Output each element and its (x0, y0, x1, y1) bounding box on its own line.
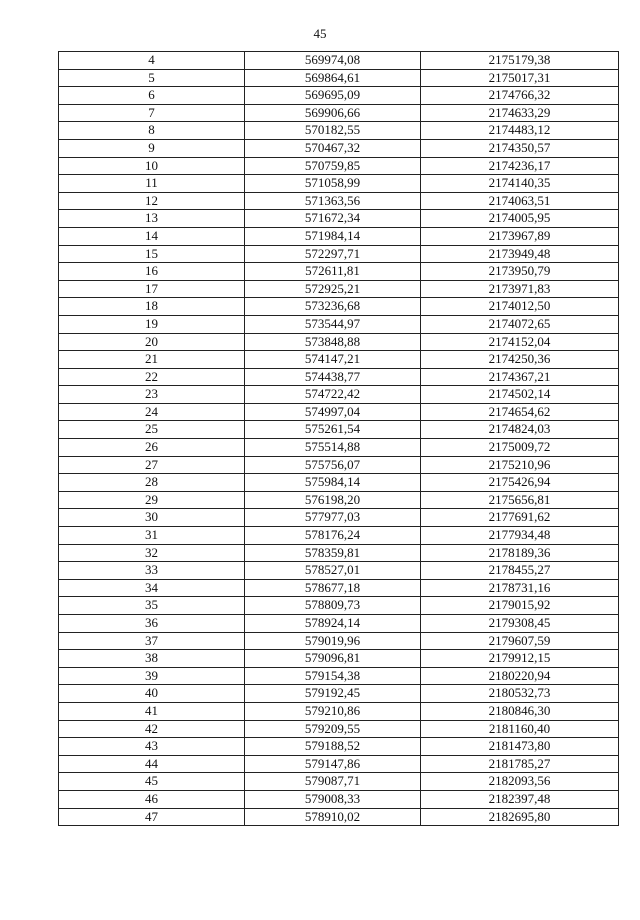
table-row (59, 456, 619, 474)
x-coordinate-cell: 572297,71 (245, 245, 421, 263)
point-number-cell: 21 (59, 351, 245, 369)
table-row (59, 685, 619, 703)
x-coordinate-cell: 578677,18 (245, 579, 421, 597)
point-number-cell: 27 (59, 456, 245, 474)
point-number-cell: 19 (59, 315, 245, 333)
x-coordinate-cell: 573236,68 (245, 298, 421, 316)
table-row (59, 544, 619, 562)
point-number-cell: 5 (59, 69, 245, 87)
table-row (59, 702, 619, 720)
point-number-cell: 17 (59, 280, 245, 298)
table-row (59, 122, 619, 140)
point-number-cell: 24 (59, 403, 245, 421)
table-row (59, 386, 619, 404)
table-row (59, 597, 619, 615)
y-coordinate-cell: 2179607,59 (421, 632, 619, 650)
table-row (59, 298, 619, 316)
y-coordinate-cell: 2174063,51 (421, 192, 619, 210)
x-coordinate-cell: 579154,38 (245, 667, 421, 685)
table-row (59, 368, 619, 386)
table-row (59, 104, 619, 122)
y-coordinate-cell: 2179308,45 (421, 615, 619, 633)
y-coordinate-cell: 2181160,40 (421, 720, 619, 738)
y-coordinate-cell: 2178731,16 (421, 579, 619, 597)
point-number-cell: 7 (59, 104, 245, 122)
table-row (59, 439, 619, 457)
y-coordinate-cell: 2181473,80 (421, 738, 619, 756)
table-row (59, 157, 619, 175)
x-coordinate-cell: 579210,86 (245, 702, 421, 720)
y-coordinate-cell: 2177691,62 (421, 509, 619, 527)
table-row (59, 650, 619, 668)
point-number-cell: 32 (59, 544, 245, 562)
x-coordinate-cell: 571363,56 (245, 192, 421, 210)
point-number-cell: 47 (59, 808, 245, 826)
table-row (59, 579, 619, 597)
x-coordinate-cell: 574147,21 (245, 351, 421, 369)
point-number-cell: 9 (59, 139, 245, 157)
y-coordinate-cell: 2175009,72 (421, 439, 619, 457)
table-row (59, 720, 619, 738)
x-coordinate-cell: 578176,24 (245, 527, 421, 545)
coordinates-table-body (59, 52, 619, 826)
y-coordinate-cell: 2174012,50 (421, 298, 619, 316)
table-row (59, 474, 619, 492)
x-coordinate-cell: 579147,86 (245, 755, 421, 773)
y-coordinate-cell: 2179015,92 (421, 597, 619, 615)
x-coordinate-cell: 577977,03 (245, 509, 421, 527)
y-coordinate-cell: 2177934,48 (421, 527, 619, 545)
point-number-cell: 13 (59, 210, 245, 228)
point-number-cell: 10 (59, 157, 245, 175)
y-coordinate-cell: 2174152,04 (421, 333, 619, 351)
y-coordinate-cell: 2182695,80 (421, 808, 619, 826)
table-row (59, 333, 619, 351)
x-coordinate-cell: 576198,20 (245, 491, 421, 509)
point-number-cell: 36 (59, 615, 245, 633)
table-row (59, 315, 619, 333)
point-number-cell: 35 (59, 597, 245, 615)
x-coordinate-cell: 571672,34 (245, 210, 421, 228)
point-number-cell: 16 (59, 263, 245, 281)
x-coordinate-cell: 571058,99 (245, 175, 421, 193)
x-coordinate-cell: 569864,61 (245, 69, 421, 87)
point-number-cell: 30 (59, 509, 245, 527)
y-coordinate-cell: 2174350,57 (421, 139, 619, 157)
y-coordinate-cell: 2174072,65 (421, 315, 619, 333)
table-row (59, 421, 619, 439)
table-row (59, 562, 619, 580)
y-coordinate-cell: 2180220,94 (421, 667, 619, 685)
point-number-cell: 18 (59, 298, 245, 316)
table-row (59, 139, 619, 157)
table-row (59, 263, 619, 281)
x-coordinate-cell: 575261,54 (245, 421, 421, 439)
x-coordinate-cell: 572925,21 (245, 280, 421, 298)
point-number-cell: 39 (59, 667, 245, 685)
x-coordinate-cell: 574438,77 (245, 368, 421, 386)
y-coordinate-cell: 2180532,73 (421, 685, 619, 703)
table-row (59, 491, 619, 509)
table-row (59, 245, 619, 263)
table-row (59, 69, 619, 87)
point-number-cell: 31 (59, 527, 245, 545)
x-coordinate-cell: 578910,02 (245, 808, 421, 826)
point-number-cell: 23 (59, 386, 245, 404)
table-row (59, 192, 619, 210)
x-coordinate-cell: 579019,96 (245, 632, 421, 650)
point-number-cell: 45 (59, 773, 245, 791)
x-coordinate-cell: 571984,14 (245, 227, 421, 245)
point-number-cell: 8 (59, 122, 245, 140)
x-coordinate-cell: 572611,81 (245, 263, 421, 281)
x-coordinate-cell: 579008,33 (245, 790, 421, 808)
coordinates-table (58, 51, 619, 826)
y-coordinate-cell: 2173950,79 (421, 263, 619, 281)
y-coordinate-cell: 2175179,38 (421, 52, 619, 70)
point-number-cell: 22 (59, 368, 245, 386)
x-coordinate-cell: 579096,81 (245, 650, 421, 668)
table-row (59, 175, 619, 193)
point-number-cell: 41 (59, 702, 245, 720)
point-number-cell: 15 (59, 245, 245, 263)
y-coordinate-cell: 2178455,27 (421, 562, 619, 580)
y-coordinate-cell: 2174483,12 (421, 122, 619, 140)
point-number-cell: 29 (59, 491, 245, 509)
y-coordinate-cell: 2175426,94 (421, 474, 619, 492)
point-number-cell: 4 (59, 52, 245, 70)
point-number-cell: 14 (59, 227, 245, 245)
point-number-cell: 6 (59, 87, 245, 105)
x-coordinate-cell: 575984,14 (245, 474, 421, 492)
x-coordinate-cell: 570467,32 (245, 139, 421, 157)
table-row (59, 52, 619, 70)
table-row (59, 738, 619, 756)
point-number-cell: 12 (59, 192, 245, 210)
x-coordinate-cell: 570182,55 (245, 122, 421, 140)
y-coordinate-cell: 2182093,56 (421, 773, 619, 791)
y-coordinate-cell: 2174250,36 (421, 351, 619, 369)
table-row (59, 227, 619, 245)
y-coordinate-cell: 2180846,30 (421, 702, 619, 720)
y-coordinate-cell: 2174633,29 (421, 104, 619, 122)
x-coordinate-cell: 575514,88 (245, 439, 421, 457)
point-number-cell: 25 (59, 421, 245, 439)
point-number-cell: 38 (59, 650, 245, 668)
y-coordinate-cell: 2181785,27 (421, 755, 619, 773)
point-number-cell: 28 (59, 474, 245, 492)
y-coordinate-cell: 2179912,15 (421, 650, 619, 668)
x-coordinate-cell: 569974,08 (245, 52, 421, 70)
x-coordinate-cell: 579188,52 (245, 738, 421, 756)
y-coordinate-cell: 2173949,48 (421, 245, 619, 263)
x-coordinate-cell: 573544,97 (245, 315, 421, 333)
x-coordinate-cell: 578924,14 (245, 615, 421, 633)
x-coordinate-cell: 579087,71 (245, 773, 421, 791)
y-coordinate-cell: 2182397,48 (421, 790, 619, 808)
table-row (59, 210, 619, 228)
page-number: 45 (313, 26, 327, 41)
table-row (59, 632, 619, 650)
point-number-cell: 11 (59, 175, 245, 193)
x-coordinate-cell: 578809,73 (245, 597, 421, 615)
y-coordinate-cell: 2175210,96 (421, 456, 619, 474)
y-coordinate-cell: 2174824,03 (421, 421, 619, 439)
x-coordinate-cell: 573848,88 (245, 333, 421, 351)
table-row (59, 667, 619, 685)
y-coordinate-cell: 2174236,17 (421, 157, 619, 175)
point-number-cell: 37 (59, 632, 245, 650)
table-row (59, 87, 619, 105)
point-number-cell: 42 (59, 720, 245, 738)
table-row (59, 808, 619, 826)
x-coordinate-cell: 579192,45 (245, 685, 421, 703)
y-coordinate-cell: 2174766,32 (421, 87, 619, 105)
table-row (59, 509, 619, 527)
x-coordinate-cell: 574997,04 (245, 403, 421, 421)
x-coordinate-cell: 569695,09 (245, 87, 421, 105)
x-coordinate-cell: 578359,81 (245, 544, 421, 562)
y-coordinate-cell: 2174367,21 (421, 368, 619, 386)
x-coordinate-cell: 569906,66 (245, 104, 421, 122)
table-row (59, 403, 619, 421)
table-row (59, 527, 619, 545)
y-coordinate-cell: 2175656,81 (421, 491, 619, 509)
table-row (59, 615, 619, 633)
point-number-cell: 43 (59, 738, 245, 756)
point-number-cell: 40 (59, 685, 245, 703)
x-coordinate-cell: 579209,55 (245, 720, 421, 738)
y-coordinate-cell: 2174005,95 (421, 210, 619, 228)
x-coordinate-cell: 570759,85 (245, 157, 421, 175)
x-coordinate-cell: 575756,07 (245, 456, 421, 474)
table-row (59, 773, 619, 791)
table-row (59, 790, 619, 808)
point-number-cell: 33 (59, 562, 245, 580)
table-row (59, 351, 619, 369)
y-coordinate-cell: 2174654,62 (421, 403, 619, 421)
point-number-cell: 44 (59, 755, 245, 773)
table-row (59, 280, 619, 298)
point-number-cell: 20 (59, 333, 245, 351)
y-coordinate-cell: 2173971,83 (421, 280, 619, 298)
y-coordinate-cell: 2175017,31 (421, 69, 619, 87)
y-coordinate-cell: 2173967,89 (421, 227, 619, 245)
point-number-cell: 34 (59, 579, 245, 597)
x-coordinate-cell: 574722,42 (245, 386, 421, 404)
point-number-cell: 26 (59, 439, 245, 457)
y-coordinate-cell: 2174140,35 (421, 175, 619, 193)
point-number-cell: 46 (59, 790, 245, 808)
y-coordinate-cell: 2174502,14 (421, 386, 619, 404)
table-row (59, 755, 619, 773)
x-coordinate-cell: 578527,01 (245, 562, 421, 580)
y-coordinate-cell: 2178189,36 (421, 544, 619, 562)
